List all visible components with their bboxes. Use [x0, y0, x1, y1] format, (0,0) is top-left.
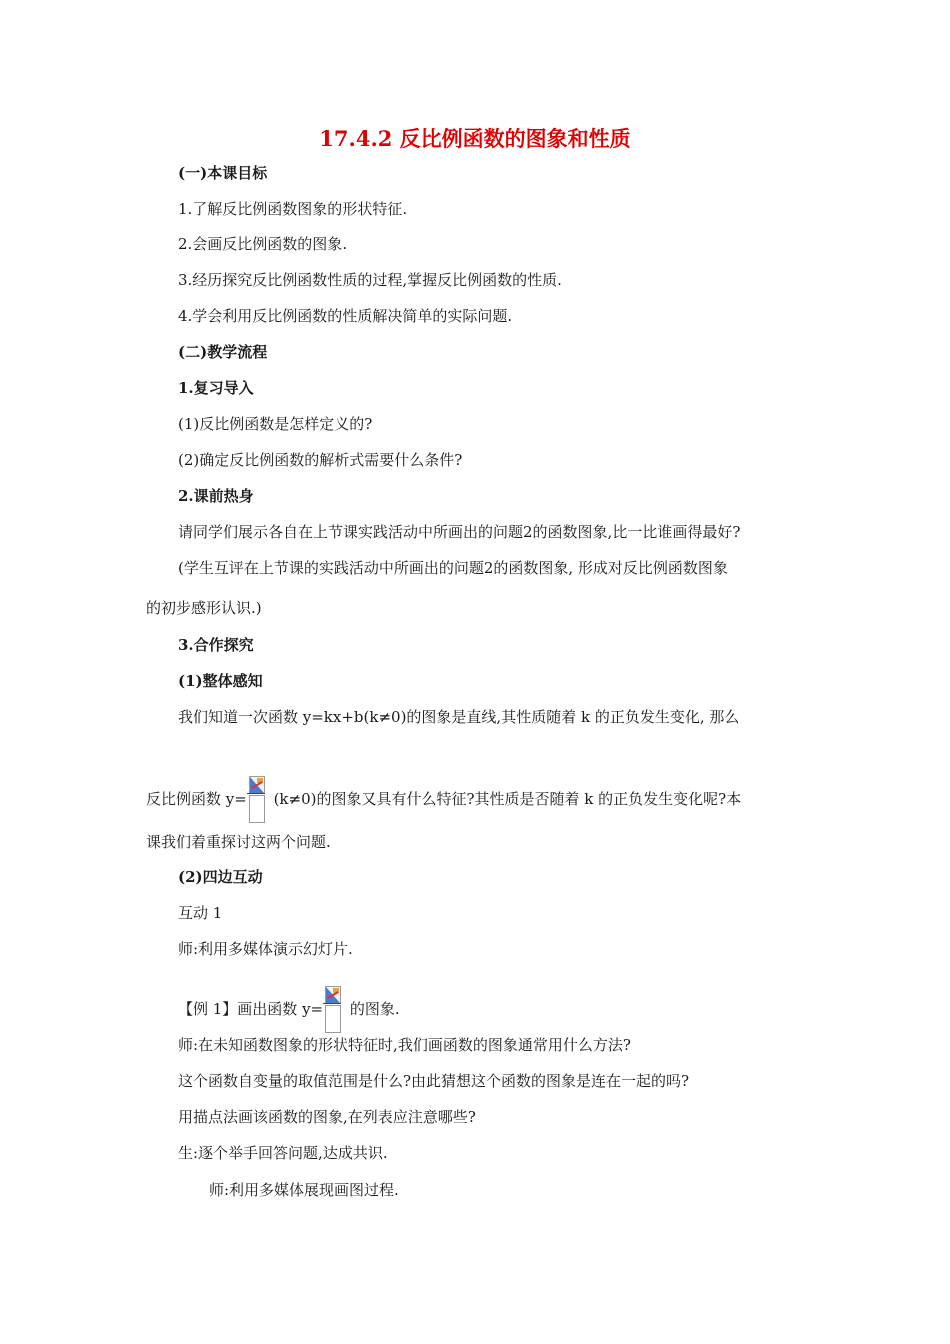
example-end: 的图象. [345, 1000, 400, 1018]
warmup-text: 请同学们展示各自在上节课实践活动中所画出的问题2的函数图象,比一比谁画得最好? [178, 523, 741, 541]
subheading-perceive: (1)整体感知 [178, 672, 263, 690]
teacher-line: 师:利用多媒体展现画图过程. [209, 1181, 399, 1199]
subheading-interact: (2)四边互动 [178, 868, 263, 886]
teacher-line: 师:在未知函数图象的形状特征时,我们画函数的图象通常用什么方法? [178, 1036, 631, 1054]
section-heading-process: (二)教学流程 [178, 343, 268, 361]
warmup-note-line2: 的初步感形认识.) [146, 599, 262, 617]
perceive-line2-start: 反比例函数 y= [146, 790, 247, 808]
goal-item: 2.会画反比例函数的图象. [178, 235, 348, 253]
perceive-line2 [146, 776, 741, 822]
example-line [178, 986, 400, 1032]
section-heading-goals: (一)本课目标 [178, 164, 268, 182]
subheading-review: 1.复习导入 [178, 379, 254, 397]
student-line: 生:逐个举手回答问题,达成共识. [178, 1144, 388, 1162]
goal-item: 4.学会利用反比例函数的性质解决简单的实际问题. [178, 307, 513, 325]
example-start: 【例 1】画出函数 y= [178, 1000, 324, 1018]
goal-item: 3.经历探究反比例函数性质的过程,掌握反比例函数的性质. [178, 271, 562, 289]
perceive-line3: 课我们着重探讨这两个问题. [146, 833, 331, 851]
goal-item: 1.了解反比例函数图象的形状特征. [178, 200, 408, 218]
perceive-line1: 我们知道一次函数 y=kx+b(k≠0)的图象是直线,其性质随着 k 的正负发生变化, 那么 [178, 708, 740, 726]
interact-label: 互动 1 [178, 904, 223, 922]
teacher-line: 师:利用多媒体演示幻灯片. [178, 940, 353, 958]
perceive-line2-end: (k≠0)的图象又具有什么特征?其性质是否随着 k 的正负发生变化呢?本 [268, 790, 742, 808]
question-line: 这个函数自变量的取值范围是什么?由此猜想这个函数的图象是连在一起的吗? [178, 1072, 690, 1090]
question-line: 用描点法画该函数的图象,在列表应注意哪些? [178, 1108, 476, 1126]
subheading-explore: 3.合作探究 [178, 636, 254, 654]
document-title: 17.4.2 反比例函数的图象和性质 [319, 126, 631, 151]
review-question: (1)反比例函数是怎样定义的? [178, 415, 373, 433]
subheading-warmup: 2.课前热身 [178, 487, 254, 505]
fraction-image-icon [247, 776, 265, 822]
fraction-image-icon [323, 986, 341, 1032]
review-question: (2)确定反比例函数的解析式需要什么条件? [178, 451, 463, 469]
warmup-note-line1: (学生互评在上节课的实践活动中所画出的问题2的函数图象, 形成对反比例函数图象 [178, 559, 728, 577]
